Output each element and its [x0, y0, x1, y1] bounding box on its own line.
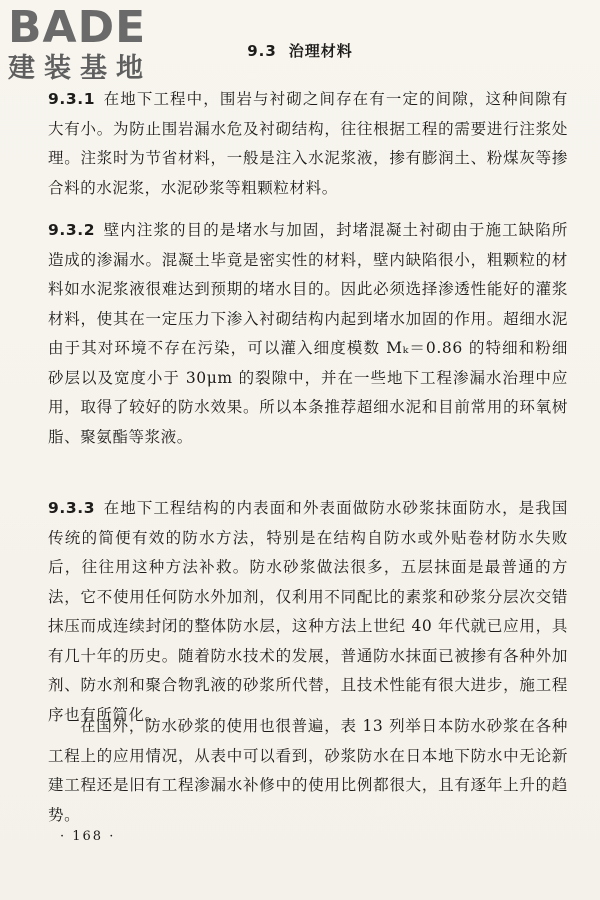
section-title [0, 40, 600, 61]
clause-number: 9.3.3 [48, 499, 96, 517]
paragraph-text: 在国外，防水砂浆的使用也很普遍，表 13 列举日本防水砂浆在各种工程上的应用情况，从表中可以看到，砂浆防水在日本地下防水中无论新建工程还是旧有工程渗漏水补修中的使用比例都很大，且有逐年上升的趋势。 [48, 717, 568, 824]
paragraph-9-3-1 [48, 85, 568, 203]
paragraph-9-3-2 [48, 216, 568, 452]
paragraph-text: 壁内注浆的目的是堵水与加固，封堵混凝土衬砌由于施工缺陷所造成的渗漏水。混凝土毕竟是密实性的材料，壁内缺陷很小，粗颗粒的材料如水泥浆液很难达到预期的堵水目的。因此必须选择渗透性能好的灌浆材料，使其在一定压力下渗入衬砌结构内起到堵水加固的作用。超细水泥由于其对环境不存在污染，可以灌入细度模数 Mₖ＝0.86 的特细和粉细砂层以及宽度小于 30μm 的裂隙中，并在一些地下工程渗漏水治理中应用，取得了较好的防水效果。所以本条推荐超细水泥和目前常用的环氧树脂、聚氨酯等浆液。 [48, 221, 568, 446]
section-title-text: 治理材料 [288, 42, 353, 60]
watermark-subtitle: 建装基地 [8, 53, 152, 84]
paragraph-9-3-3 [48, 494, 568, 730]
paragraph-abroad [48, 712, 568, 830]
page-number: · 168 · [60, 829, 116, 844]
clause-number: 9.3.1 [48, 90, 96, 108]
clause-number: 9.3.2 [48, 221, 96, 239]
watermark-brand: BADE [8, 2, 147, 53]
section-number: 9.3 [247, 42, 277, 60]
paragraph-text: 在地下工程中，围岩与衬砌之间存在有一定的间隙，这种间隙有大有小。为防止围岩漏水危及衬砌结构，往往根据工程的需要进行注浆处理。注浆时为节省材料，一般是注入水泥浆液，掺有膨润土、粉煤灰等掺合料的水泥浆，水泥砂浆等粗颗粒材料。 [48, 90, 568, 197]
paragraph-text: 在地下工程结构的内表面和外表面做防水砂浆抹面防水，是我国传统的简便有效的防水方法，特别是在结构自防水或外贴卷材防水失败后，往往用这种方法补救。防水砂浆做法很多，五层抹面是最普通的方法，它不使用任何防水外加剂，仅利用不同配比的素浆和砂浆分层次交错抹压而成连续封闭的整体防水层，这种方法上世纪 40 年代就已应用，具有几十年的历史。随着防水技术的发展，普通防水抹面已被掺有各种外加剂、防水剂和聚合物乳液的砂浆所代替，且技术性能有很大进步，施工程序也有所简化。 [48, 499, 568, 724]
